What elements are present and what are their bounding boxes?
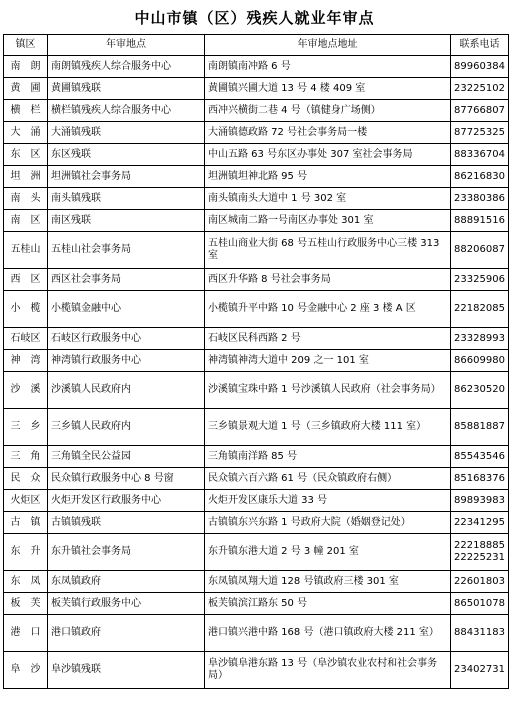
- district-cell: 火炬区: [4, 490, 48, 512]
- table-row: [4, 652, 509, 689]
- district-cell: 东 升: [4, 534, 48, 571]
- phone-cell: 85168376: [451, 468, 509, 490]
- district-cell: 南 头: [4, 188, 48, 210]
- district-cell: 南 区: [4, 210, 48, 232]
- address-cell: 五桂山商业大街 68 号五桂山行政服务中心三楼 313 室: [205, 232, 451, 269]
- table-body: [4, 56, 509, 689]
- phone-cell: 88206087: [451, 232, 509, 269]
- table-row: [4, 269, 509, 291]
- district-cell: 三 角: [4, 446, 48, 468]
- address-cell: 板芙镇滨江路东 50 号: [205, 593, 451, 615]
- table-row: [4, 446, 509, 468]
- district-cell: 大 涌: [4, 122, 48, 144]
- district-cell: 东 凤: [4, 571, 48, 593]
- address-cell: 坦洲镇坦神北路 95 号: [205, 166, 451, 188]
- table-row: [4, 144, 509, 166]
- place-cell: 板芙镇行政服务中心: [48, 593, 205, 615]
- phone-cell: 88431183: [451, 615, 509, 652]
- phone-cell: 86230520: [451, 372, 509, 409]
- phone-cell: 85543546: [451, 446, 509, 468]
- district-cell: 阜 沙: [4, 652, 48, 689]
- table-row: [4, 122, 509, 144]
- district-cell: 南 朗: [4, 56, 48, 78]
- phone-cell: 85881887: [451, 409, 509, 446]
- district-cell: 石岐区: [4, 328, 48, 350]
- place-cell: 西区社会事务局: [48, 269, 205, 291]
- phone-cell: 23328993: [451, 328, 509, 350]
- address-cell: 阜沙镇阜港东路 13 号（阜沙镇农业农村和社会事务局）: [205, 652, 451, 689]
- place-cell: 民众镇行政服务中心 8 号窗: [48, 468, 205, 490]
- table-header-row: [4, 35, 509, 56]
- address-cell: 三角镇南洋路 85 号: [205, 446, 451, 468]
- district-cell: 东 区: [4, 144, 48, 166]
- place-cell: 石岐区行政服务中心: [48, 328, 205, 350]
- district-cell: 港 口: [4, 615, 48, 652]
- table-row: [4, 78, 509, 100]
- address-cell: 港口镇兴港中路 168 号（港口镇政府大楼 211 室）: [205, 615, 451, 652]
- place-cell: 坦洲镇社会事务局: [48, 166, 205, 188]
- place-cell: 沙溪镇人民政府内: [48, 372, 205, 409]
- table-row: [4, 56, 509, 78]
- place-cell: 古镇镇残联: [48, 512, 205, 534]
- district-cell: 横 栏: [4, 100, 48, 122]
- table-row: [4, 512, 509, 534]
- header-district: 镇区: [4, 35, 48, 56]
- address-cell: 西冲兴横街二巷 4 号（镇健身广场侧）: [205, 100, 451, 122]
- address-cell: 西区升华路 8 号社会事务局: [205, 269, 451, 291]
- phone-cell: 23402731: [451, 652, 509, 689]
- place-cell: 火炬开发区行政服务中心: [48, 490, 205, 512]
- place-cell: 三角镇全民公益园: [48, 446, 205, 468]
- address-cell: 民众镇六百六路 61 号（民众镇政府右侧）: [205, 468, 451, 490]
- table-row: [4, 166, 509, 188]
- address-cell: 神湾镇神湾大道中 209 之一 101 室: [205, 350, 451, 372]
- district-cell: 坦 洲: [4, 166, 48, 188]
- review-points-table: [3, 34, 509, 689]
- phone-cell: 87725325: [451, 122, 509, 144]
- table-row: [4, 100, 509, 122]
- address-cell: 东凤镇凤翔大道 128 号镇政府三楼 301 室: [205, 571, 451, 593]
- district-cell: 板 芙: [4, 593, 48, 615]
- phone-cell: 89893983: [451, 490, 509, 512]
- district-cell: 神 湾: [4, 350, 48, 372]
- address-cell: 南头镇南头大道中 1 号 302 室: [205, 188, 451, 210]
- address-cell: 三乡镇景观大道 1 号（三乡镇政府大楼 111 室）: [205, 409, 451, 446]
- address-cell: 中山五路 63 号东区办事处 307 室社会事务局: [205, 144, 451, 166]
- place-cell: 港口镇政府: [48, 615, 205, 652]
- header-phone: 联系电话: [451, 35, 509, 56]
- header-place: 年审地点: [48, 35, 205, 56]
- table-row: [4, 468, 509, 490]
- place-cell: 小榄镇金融中心: [48, 291, 205, 328]
- phone-cell: 22218885 22225231: [451, 534, 509, 571]
- table-row: [4, 188, 509, 210]
- phone-cell: 86609980: [451, 350, 509, 372]
- phone-cell: 23225102: [451, 78, 509, 100]
- place-cell: 大涌镇残联: [48, 122, 205, 144]
- address-cell: 火炬开发区康乐大道 33 号: [205, 490, 451, 512]
- place-cell: 南朗镇残疾人综合服务中心: [48, 56, 205, 78]
- address-cell: 古镇镇东兴东路 1 号政府大院（婚姻登记处）: [205, 512, 451, 534]
- phone-cell: 89960384: [451, 56, 509, 78]
- phone-cell: 86216830: [451, 166, 509, 188]
- table-row: [4, 291, 509, 328]
- place-cell: 五桂山社会事务局: [48, 232, 205, 269]
- address-cell: 石岐区民科西路 2 号: [205, 328, 451, 350]
- address-cell: 南区城南二路一号南区办事处 301 室: [205, 210, 451, 232]
- place-cell: 南头镇残联: [48, 188, 205, 210]
- address-cell: 南朗镇南冲路 6 号: [205, 56, 451, 78]
- table-row: [4, 350, 509, 372]
- table-row: [4, 571, 509, 593]
- place-cell: 黄圃镇残联: [48, 78, 205, 100]
- district-cell: 沙 溪: [4, 372, 48, 409]
- phone-cell: 22601803: [451, 571, 509, 593]
- phone-cell: 22182085: [451, 291, 509, 328]
- phone-cell: 23325906: [451, 269, 509, 291]
- district-cell: 民 众: [4, 468, 48, 490]
- place-cell: 东升镇社会事务局: [48, 534, 205, 571]
- table-row: [4, 490, 509, 512]
- address-cell: 沙溪镇宝珠中路 1 号沙溪镇人民政府（社会事务局）: [205, 372, 451, 409]
- page-title: 中山市镇（区）残疾人就业年审点: [134, 8, 375, 27]
- district-cell: 小 榄: [4, 291, 48, 328]
- phone-cell: 22341295: [451, 512, 509, 534]
- address-cell: 黄圃镇兴圃大道 13 号 4 楼 409 室: [205, 78, 451, 100]
- table-row: [4, 372, 509, 409]
- district-cell: 三 乡: [4, 409, 48, 446]
- place-cell: 横栏镇残疾人综合服务中心: [48, 100, 205, 122]
- table-row: [4, 409, 509, 446]
- place-cell: 东凤镇政府: [48, 571, 205, 593]
- district-cell: 西 区: [4, 269, 48, 291]
- address-cell: 大涌镇德政路 72 号社会事务局一楼: [205, 122, 451, 144]
- address-cell: 东升镇东港大道 2 号 3 幢 201 室: [205, 534, 451, 571]
- phone-cell: 88891516: [451, 210, 509, 232]
- address-cell: 小榄镇升平中路 10 号金融中心 2 座 3 楼 A 区: [205, 291, 451, 328]
- place-cell: 东区残联: [48, 144, 205, 166]
- table-row: [4, 593, 509, 615]
- table-row: [4, 210, 509, 232]
- place-cell: 神湾镇行政服务中心: [48, 350, 205, 372]
- table-row: [4, 534, 509, 571]
- place-cell: 三乡镇人民政府内: [48, 409, 205, 446]
- table-row: [4, 232, 509, 269]
- phone-cell: 86501078: [451, 593, 509, 615]
- table-row: [4, 615, 509, 652]
- header-address: 年审地点地址: [205, 35, 451, 56]
- phone-cell: 88336704: [451, 144, 509, 166]
- district-cell: 古 镇: [4, 512, 48, 534]
- phone-cell: 23380386: [451, 188, 509, 210]
- place-cell: 南区残联: [48, 210, 205, 232]
- table-row: [4, 328, 509, 350]
- district-cell: 五桂山: [4, 232, 48, 269]
- phone-cell: 87766807: [451, 100, 509, 122]
- district-cell: 黄 圃: [4, 78, 48, 100]
- place-cell: 阜沙镇残联: [48, 652, 205, 689]
